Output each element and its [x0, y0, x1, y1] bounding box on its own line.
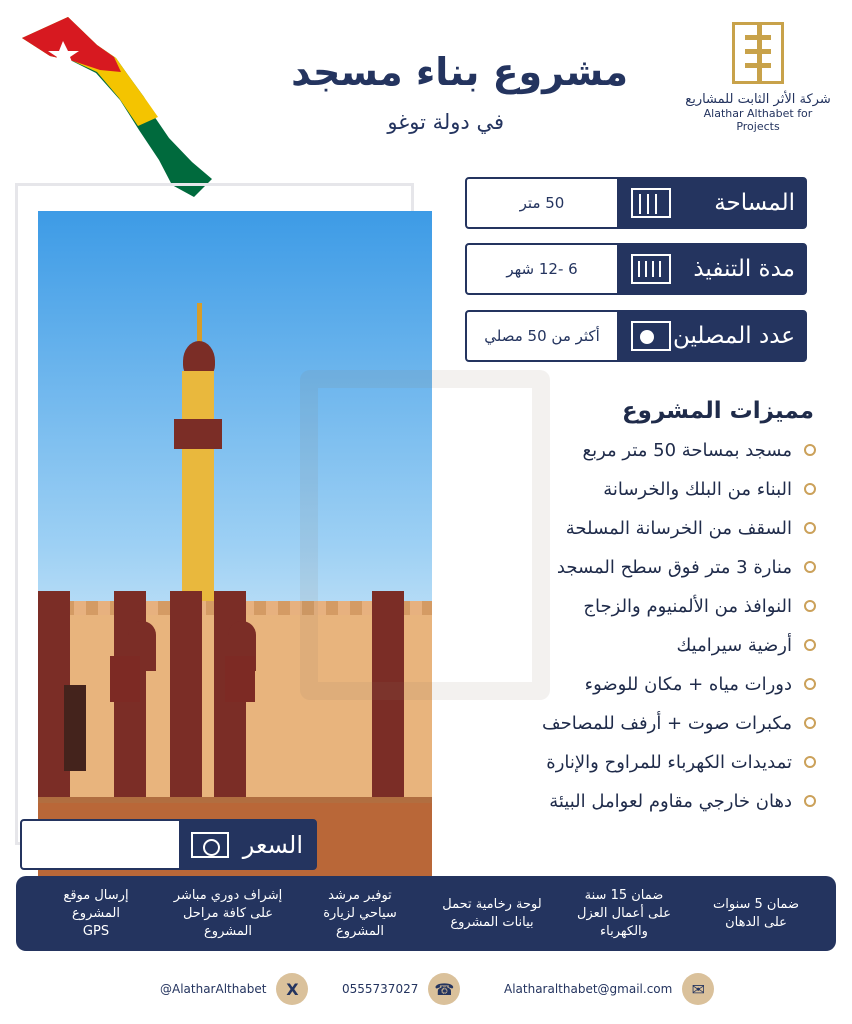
- benefits-bar: [16, 876, 836, 951]
- minaret: [182, 371, 214, 601]
- benefit-marble-plaque: لوحة رخامية تحمل بيانات المشروع: [442, 896, 542, 930]
- page-subtitle: في دولة توغو: [387, 110, 504, 134]
- feature-item: تمديدات الكهرباء للمراوح والإنارة: [496, 744, 816, 780]
- price-label: السعر: [242, 830, 303, 859]
- bullet-circle-icon: [804, 795, 816, 807]
- bullet-circle-icon: [804, 717, 816, 729]
- feature-item: السقف من الخرسانة المسلحة: [496, 510, 816, 546]
- calendar-icon: [631, 254, 671, 284]
- prayer-person-icon: [631, 321, 671, 351]
- feature-item: أرضية سيراميك: [496, 627, 816, 663]
- money-icon: [191, 832, 229, 858]
- worshippers-label: عدد المصلين: [672, 323, 795, 349]
- company-logo-mark: [732, 22, 784, 84]
- bullet-circle-icon: [804, 756, 816, 768]
- bullet-circle-icon: [804, 639, 816, 651]
- bullet-circle-icon: [804, 600, 816, 612]
- mosque-window: [110, 656, 140, 702]
- bullet-circle-icon: [804, 678, 816, 690]
- wall-pier: [170, 591, 202, 797]
- worshippers-value: أكثر من 50 مصلي: [467, 312, 617, 360]
- bullet-circle-icon: [804, 522, 816, 534]
- price-box: [20, 819, 317, 870]
- feature-item: دهان خارجي مقاوم لعوامل البيئة: [496, 783, 816, 819]
- phone-number[interactable]: 0555737027: [342, 982, 419, 996]
- feature-item: النوافذ من الألمنيوم والزجاج: [496, 588, 816, 624]
- minaret-balcony: [174, 419, 222, 449]
- feature-item: دورات مياه + مكان للوضوء: [496, 666, 816, 702]
- feature-item: مسجد بمساحة 50 متر مربع: [496, 432, 816, 468]
- feature-item: منارة 3 متر فوق سطح المسجد: [496, 549, 816, 585]
- bullet-circle-icon: [804, 444, 816, 456]
- area-value: 50 متر: [467, 179, 617, 227]
- price-currency: ريال: [138, 836, 164, 853]
- company-name-english: Alathar Althabet for Projects: [703, 107, 813, 133]
- area-label: المساحة: [714, 190, 795, 216]
- mail-icon[interactable]: ✉: [682, 973, 714, 1005]
- page-title: مشروع بناء مسجد: [291, 50, 628, 94]
- company-logo: [683, 22, 833, 140]
- phone-contact: [342, 972, 460, 1006]
- benefit-tour-guide: توفير مرشد سياحي لزيارة المشروع: [323, 887, 397, 939]
- bullet-circle-icon: [804, 483, 816, 495]
- duration-label: مدة التنفيذ: [693, 256, 795, 282]
- benefit-paint-warranty: ضمان 5 سنوات على الدهان: [713, 896, 799, 930]
- mosque-window: [225, 656, 255, 702]
- togo-flag-map: [18, 14, 218, 199]
- price-value: 39,000: [37, 830, 131, 859]
- social-handle[interactable]: @AlatharAlthabet: [160, 982, 267, 996]
- company-name-arabic: شركة الأثر الثابت للمشاريع: [685, 92, 831, 107]
- email-address[interactable]: Alatharalthabet@gmail.com: [504, 982, 673, 996]
- ruler-icon: [631, 188, 671, 218]
- area-stat: [465, 177, 807, 229]
- feature-item: البناء من البلك والخرسانة: [496, 471, 816, 507]
- bullet-circle-icon: [804, 561, 816, 573]
- benefit-insulation-warranty: ضمان 15 سنة على أعمال العزل والكهرباء: [577, 887, 671, 939]
- features-title: مميزات المشروع: [621, 398, 814, 424]
- mosque-door: [64, 685, 86, 771]
- worshippers-stat: [465, 310, 807, 362]
- social-contact: [160, 972, 308, 1006]
- x-icon[interactable]: X: [276, 973, 308, 1005]
- feature-item: مكبرات صوت + أرفف للمصاحف: [496, 705, 816, 741]
- benefit-gps-location: إرسال موقع المشروع GPS: [63, 887, 129, 939]
- benefit-supervision: إشراف دوري مباشر على كافة مراحل المشروع: [173, 887, 283, 939]
- duration-value: 6 -12 شهر: [467, 245, 617, 293]
- phone-icon[interactable]: ☎: [428, 973, 460, 1005]
- email-contact: [504, 972, 714, 1006]
- duration-stat: [465, 243, 807, 295]
